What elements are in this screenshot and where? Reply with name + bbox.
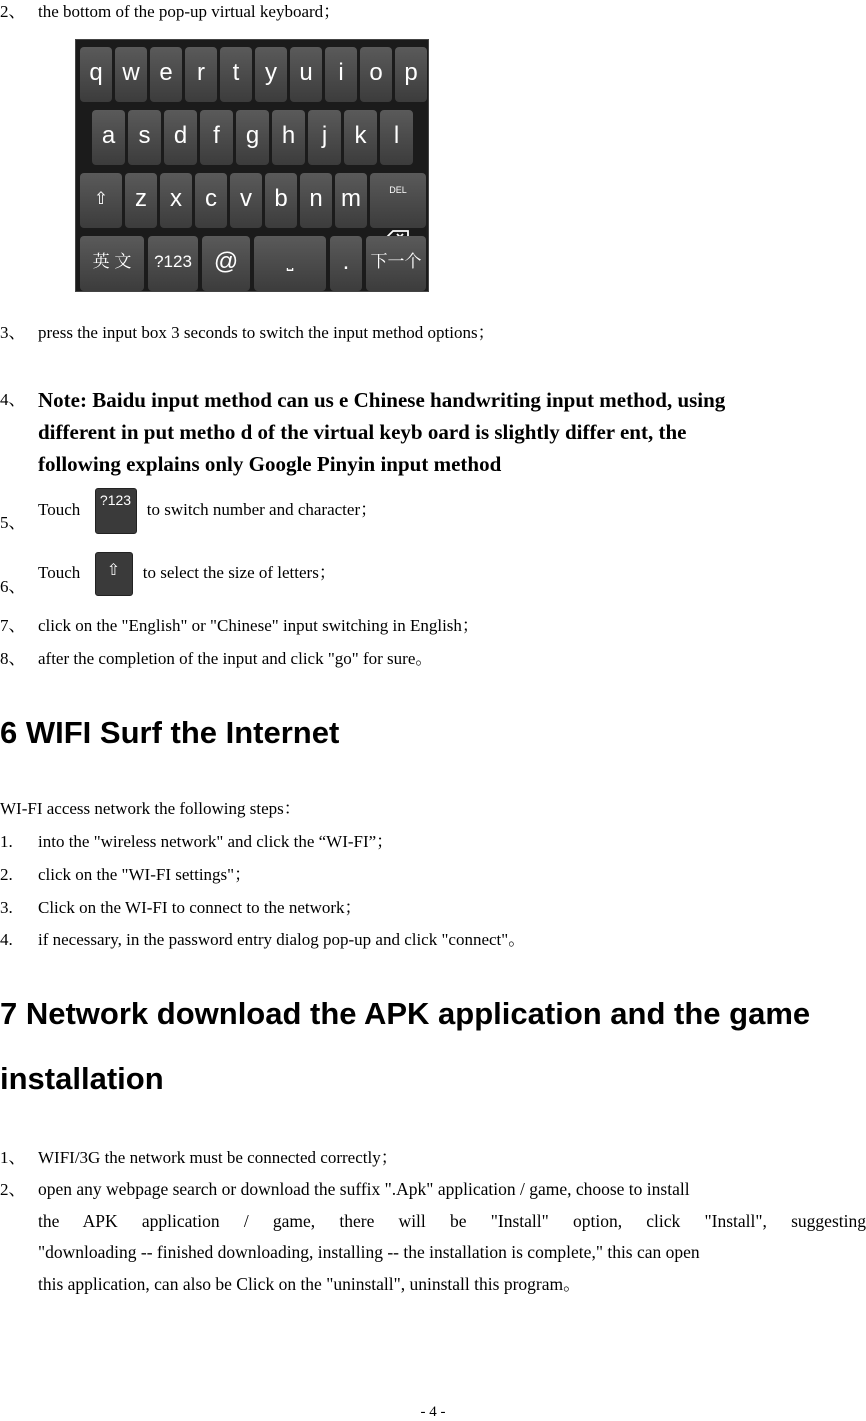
key-space: ⎵: [254, 236, 326, 291]
section-heading: 6 WIFI Surf the Internet: [0, 715, 340, 750]
virtual-keyboard-image: [75, 39, 429, 292]
key-p: p: [395, 47, 427, 102]
keyboard-row-4: [76, 232, 428, 295]
key-t: t: [220, 47, 252, 102]
shift-key-icon: ⇧: [95, 552, 133, 596]
key-shift: ⇧: [80, 173, 122, 228]
key-u: u: [290, 47, 322, 102]
section-intro: WI-FI access network the following steps：: [0, 799, 301, 818]
key-c: c: [195, 173, 227, 228]
key-next: 下一个: [366, 236, 426, 291]
key-w: w: [115, 47, 147, 102]
key-b: b: [265, 173, 297, 228]
key-y: y: [255, 47, 287, 102]
key-d: d: [164, 110, 197, 165]
key-at: @: [202, 236, 250, 291]
key-e: e: [150, 47, 182, 102]
numbers-key-icon: ?123: [95, 488, 137, 534]
key-k: k: [344, 110, 377, 165]
key-a: a: [92, 110, 125, 165]
key-j: j: [308, 110, 341, 165]
key-f: f: [200, 110, 233, 165]
key-q: q: [80, 47, 112, 102]
page-number: - 4 -: [420, 1404, 446, 1420]
key-l: l: [380, 110, 413, 165]
key-h: h: [272, 110, 305, 165]
key-x: x: [160, 173, 192, 228]
key-numbers: ?123: [148, 236, 198, 291]
key-english-chinese: 英 文: [80, 236, 144, 291]
key-o: o: [360, 47, 392, 102]
keyboard-row-1: [76, 43, 428, 106]
key-v: v: [230, 173, 262, 228]
key-z: z: [125, 173, 157, 228]
key-m: m: [335, 173, 367, 228]
keyboard-row-3: [76, 169, 428, 232]
key-n: n: [300, 173, 332, 228]
list-item-paragraph: open any webpage search or download the suffix ".Apk" application / game, choose to install the APK application / game, there will be "Install" option, click "Install", suggesting "downloading -- finished downloading, installing -- the installation is complete," this can open this application, can also be Click on the "uninstall", uninstall this program。: [38, 1179, 866, 1294]
keyboard-row-2: [76, 106, 428, 169]
key-g: g: [236, 110, 269, 165]
key-i: i: [325, 47, 357, 102]
key-period: .: [330, 236, 362, 291]
key-r: r: [185, 47, 217, 102]
key-s: s: [128, 110, 161, 165]
section-heading: 7 Network download the APK application and the game: [0, 996, 811, 1031]
section-heading-continued: installation: [0, 1061, 164, 1096]
key-delete: DEL: [370, 173, 426, 228]
